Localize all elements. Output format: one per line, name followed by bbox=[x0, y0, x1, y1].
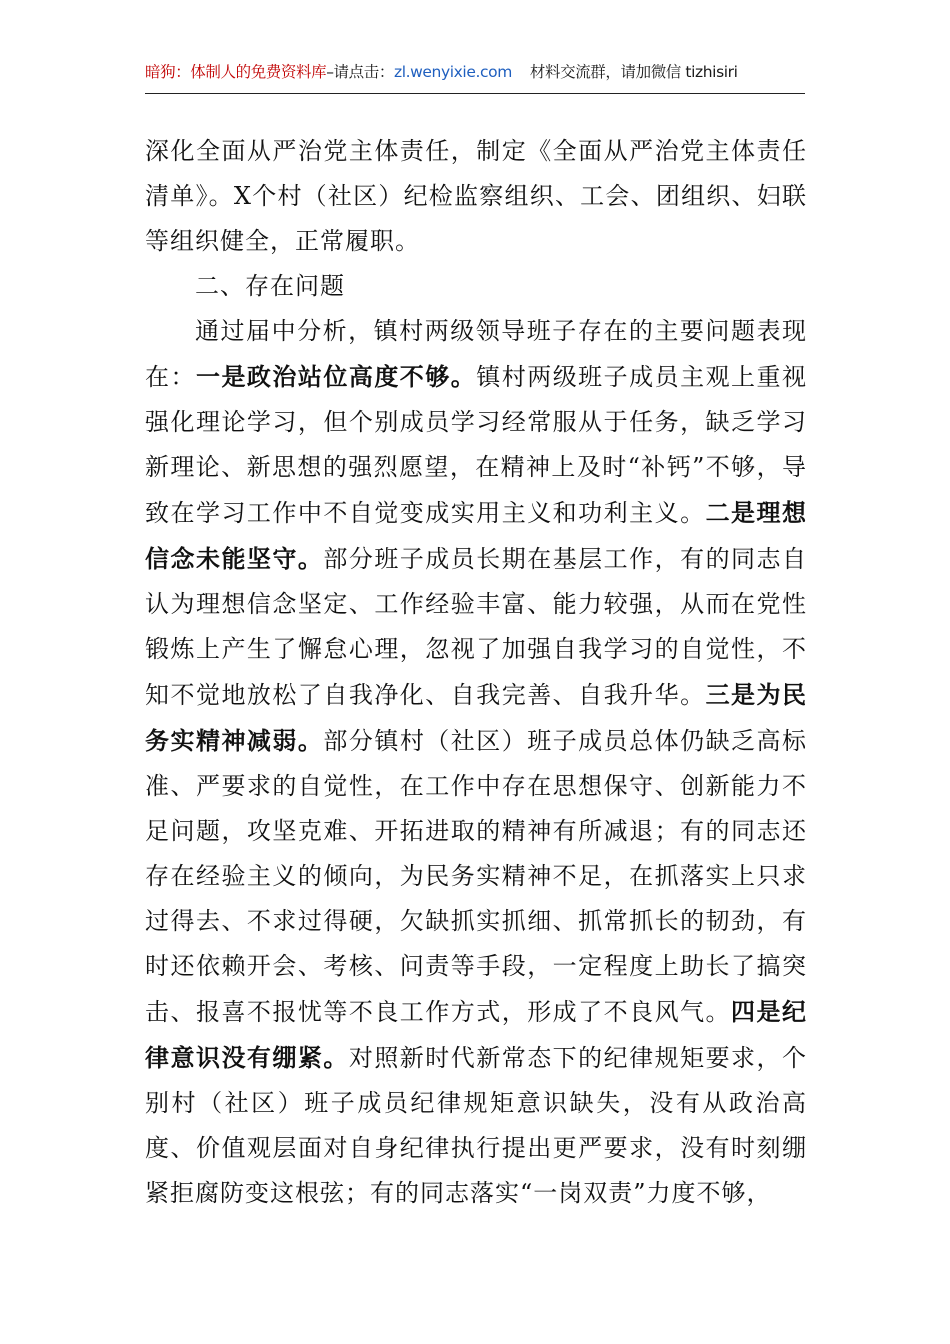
section-heading: 二、存在问题 bbox=[195, 272, 345, 300]
header-site-name: 暗狗：体制人的免费资料库 bbox=[145, 63, 327, 81]
document-body bbox=[145, 129, 807, 1216]
header-divider bbox=[145, 93, 805, 94]
point4-text: 对照新时代新常态下的纪律规矩要求，个别村（社区）班子成员纪律规矩意识缺失，没有从政治高度、价值观层面对自身纪律执行提出更严要求，没有时刻绷紧拒腐防变这根弦；有的同志落实“一岗双责”力度不够， bbox=[145, 1044, 808, 1207]
header-wechat-note: 材料交流群，请加微信 tizhisiri bbox=[529, 63, 738, 81]
point3-text: 部分镇村（社区）班子成员总体仍缺乏高标准、严要求的自觉性，在工作中存在思想保守、创新能力不足问题，攻坚克难、开拓进取的精神有所减退；有的同志还存在经验主义的倾向，为民务实精神不足，在抓落实上只求过得去、不求过得硬，欠缺抓实抓细、抓常抓长的韧劲，有时还依赖开会、考核、问责等手段，一定程度上助长了搞突击、报喜不报忧等不良工作方式，形成了不良风气。 bbox=[145, 727, 808, 1026]
point1-text: 镇村两级班子成员主观上重视强化理论学习，但个别成员学习经常服从于任务，缺乏学习新理论、新思想的强烈愿望，在精神上及时“补钙”不够，导致在学习工作中不自觉变成实用主义和功利主义。 bbox=[145, 363, 808, 527]
paragraph-continued: 深化全面从严治党主体责任，制定《全面从严治党主体责任清单》。X个村（社区）纪检监察组织、工会、团组织、妇联等组织健全，正常履职。 bbox=[145, 137, 807, 255]
point1-title: 一是政治站位高度不够。 bbox=[195, 362, 477, 391]
point2-title: 二是理想信念未能坚守。 bbox=[145, 498, 808, 573]
point3-title: 三是为民务实精神减弱。 bbox=[145, 680, 808, 755]
point4-title: 四是纪律意识没有绷紧。 bbox=[145, 997, 808, 1072]
paragraph-problems bbox=[145, 309, 807, 1216]
header-click-prompt: –请点击： bbox=[326, 63, 394, 81]
header-url-link[interactable]: zl.wenyixie.com bbox=[393, 63, 512, 81]
problems-intro: 通过届中分析，镇村两级领导班子存在的主要问题表现在： bbox=[145, 317, 807, 391]
point2-text: 部分班子成员长期在基层工作，有的同志自认为理想信念坚定、工作经验丰富、能力较强，从而在党性锻炼上产生了懈怠心理，忽视了加强自我学习的自觉性，不知不觉地放松了自我净化、自我完善、自我升华。 bbox=[145, 545, 808, 709]
page-header bbox=[145, 60, 805, 82]
